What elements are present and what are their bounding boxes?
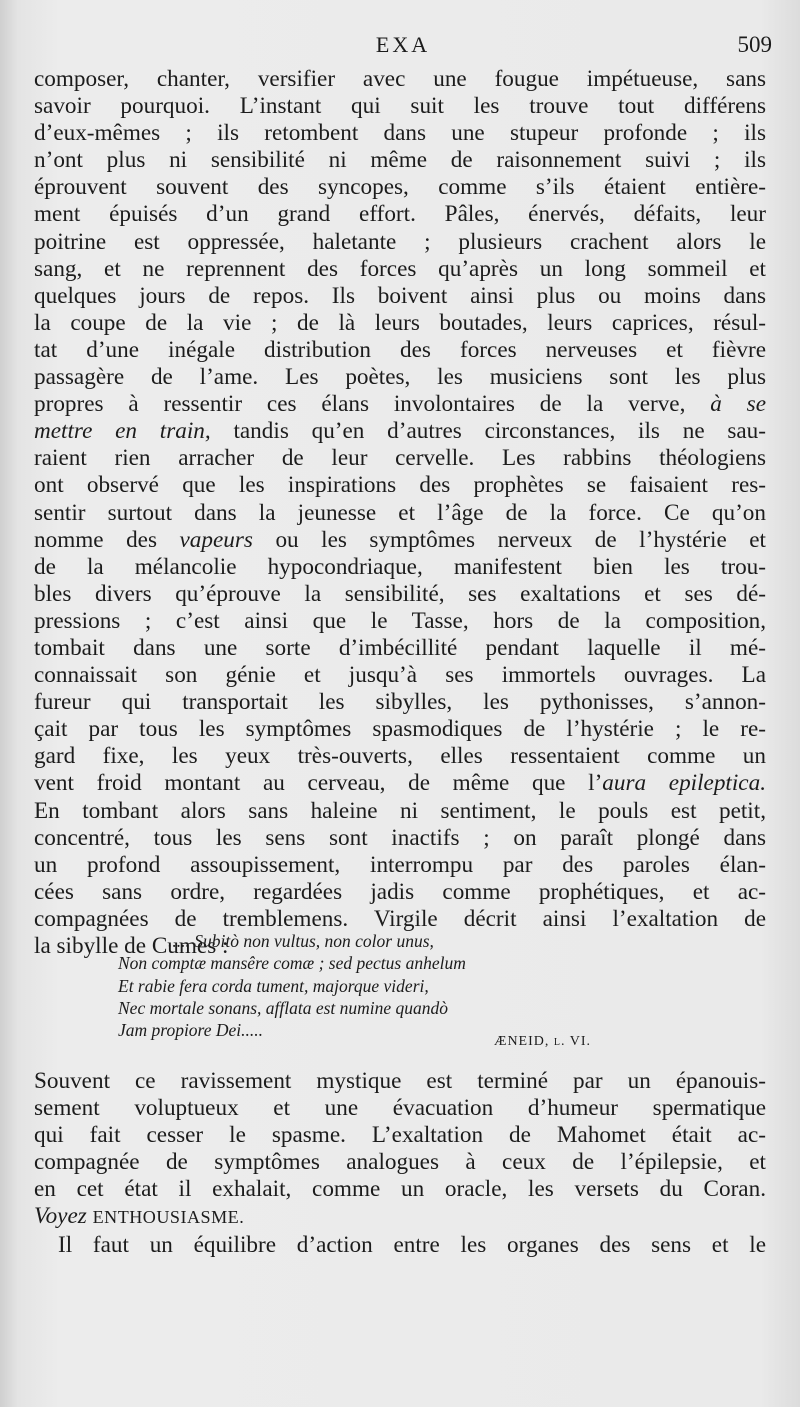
- text-line: [34, 418, 766, 445]
- text-line: qui fait cesser le spasme. L’exaltation de Mahomet était ac-: [34, 1122, 766, 1149]
- italic-text: Voyez: [34, 1203, 87, 1230]
- text-line: passagère de l’ame. Les poètes, les musiciens sont les plus: [34, 364, 766, 391]
- text-line: compagnées de tremblemens. Virgile décrit ainsi l’exaltation de: [34, 905, 766, 932]
- text-line: n’ont plus ni sensibilité ni même de raisonnement suivi ; ils: [34, 147, 766, 174]
- text-line: sement voluptueux et une évacuation d’humeur spermatique: [34, 1095, 766, 1122]
- text-line: quelques jours de repos. Ils boivent ainsi plus ou moins dans: [34, 282, 766, 309]
- text-line: composer, chanter, versifier avec une fougue impétueuse, sans: [34, 66, 766, 92]
- text-line: En tombant alors sans haleine ni sentiment, le pouls est petit,: [34, 797, 766, 824]
- text-line: concentré, tous les sens sont inactifs ; on paraît plongé dans: [34, 824, 766, 851]
- text-line: ont observé que les inspirations des prophètes se faisaient res-: [34, 472, 766, 499]
- text-span: ou les symptômes nerveux de l’hystérie et: [252, 526, 766, 553]
- text-span: tandis qu’en d’autres circonstances, ils ne sau-: [210, 418, 766, 445]
- verse-line: Jam propiore Dei.....: [118, 1020, 263, 1041]
- text-line: Il faut un équilibre d’action entre les organes des sens et le: [58, 1231, 766, 1258]
- italic-text: à se: [710, 391, 766, 418]
- text-line: tat d’une inégale distribution des forces nerveuses et fièvre: [34, 336, 766, 363]
- verse-quotation: [118, 930, 718, 1041]
- text-line: Souvent ce ravissement mystique est terminé par un épanouis-: [34, 1068, 766, 1094]
- text-span: propres à ressentir ces élans involontaires de la verve,: [34, 391, 711, 418]
- text-line: sentir surtout dans la jeunesse et l’âge de la force. Ce qu’on: [34, 499, 766, 526]
- verse-citation: ÆNEID, l. VI.: [494, 1034, 592, 1049]
- text-line: la coupe de la vie ; de là leurs boutades, leurs caprices, résul-: [34, 309, 766, 336]
- italic-text: mettre en train,: [34, 418, 211, 445]
- page-header: [34, 28, 772, 68]
- text-line: tombait dans une sorte d’imbécillité pendant laquelle il mé-: [34, 634, 766, 661]
- text-line: poitrine est oppressée, haletante ; plusieurs crachent alors le: [34, 228, 766, 255]
- text-line: raient rien arracher de leur cervelle. Les rabbins théologiens: [34, 445, 766, 472]
- text-line: compagnée de symptômes analogues à ceux de l’épilepsie, et: [34, 1149, 766, 1176]
- text-line: gard fixe, les yeux très-ouverts, elles ressentaient comme un: [34, 743, 766, 770]
- second-paragraph: [34, 1068, 766, 1259]
- text-span: vent froid montant au cerveau, de même que l’: [34, 770, 603, 797]
- cross-reference: ENTHOUSIASME.: [92, 1207, 245, 1228]
- verse-line: Non comptæ mansêre comæ ; sed pectus anhelum: [118, 953, 466, 974]
- verse-line: ..... Subitò non vultus, non color unus,: [168, 931, 434, 951]
- italic-text: aura epileptica.: [602, 770, 766, 797]
- text-line: éprouvent souvent des syncopes, comme s’ils étaient entière-: [34, 174, 766, 201]
- text-line: [34, 1203, 766, 1231]
- text-line: [34, 770, 766, 797]
- text-line: bles divers qu’éprouve la sensibilité, ses exaltations et ses dé-: [34, 580, 766, 607]
- verse-line: Et rabie fera corda tument, majorque videri,: [118, 975, 429, 996]
- text-line: ment épuisés d’un grand effort. Pâles, énervés, défaits, leur: [34, 201, 766, 228]
- page-number: 509: [737, 32, 772, 57]
- text-line: cées sans ordre, regardées jadis comme prophétiques, et ac-: [34, 878, 766, 905]
- text-line: sang, et ne reprennent des forces qu’après un long sommeil et: [34, 255, 766, 282]
- text-line: fureur qui transportait les sibylles, les pythonisses, s’annon-: [34, 689, 766, 716]
- text-line: [34, 391, 766, 418]
- text-span: nomme des: [34, 526, 180, 553]
- text-line: pressions ; c’est ainsi que le Tasse, hors de la composition,: [34, 607, 766, 634]
- text-line: un profond assoupissement, interrompu par des paroles élan-: [34, 851, 766, 878]
- text-line: la sibylle de Cumes :: [34, 933, 229, 959]
- text-line: [34, 527, 766, 554]
- text-line: çait par tous les symptômes spasmodiques de l’hystérie ; le re-: [34, 716, 766, 743]
- text-line: en cet état il exhalait, comme un oracle, les versets du Coran.: [34, 1176, 766, 1203]
- text-line: connaissait son génie et jusqu’à ses immortels ouvrages. La: [34, 662, 766, 689]
- main-paragraph: [34, 66, 766, 960]
- text-line: d’eux-mêmes ; ils retombent dans une stupeur profonde ; ils: [34, 120, 766, 147]
- text-line: savoir pourquoi. L’instant qui suit les trouve tout différens: [34, 93, 766, 120]
- text-line: de la mélancolie hypocondriaque, manifestent bien les trou-: [34, 553, 766, 580]
- verse-line: Nec mortale sonans, afflata est numine quandò: [118, 997, 449, 1018]
- italic-text: vapeurs: [179, 526, 253, 553]
- running-head: EXA: [375, 32, 431, 57]
